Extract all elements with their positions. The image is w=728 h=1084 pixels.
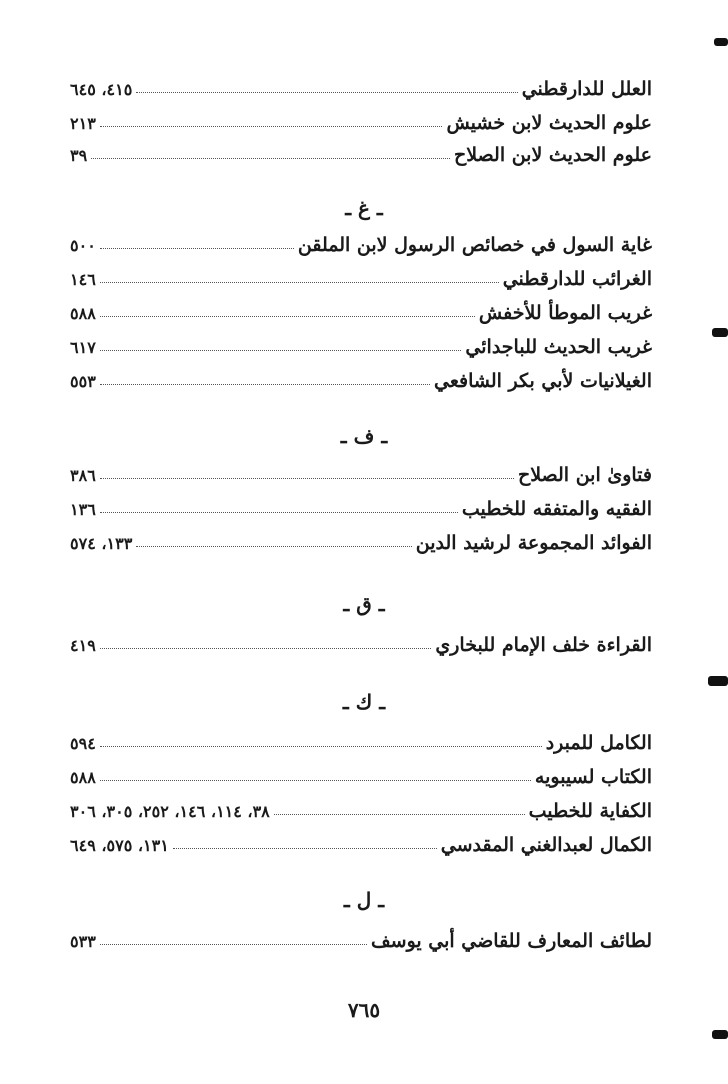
leader-dots bbox=[91, 158, 450, 159]
index-entry bbox=[70, 466, 652, 485]
leader-dots bbox=[173, 848, 437, 849]
leader-dots bbox=[100, 248, 294, 249]
entry-title: غريب الحديث للباجدائي bbox=[465, 336, 652, 358]
leader-dots bbox=[274, 814, 525, 815]
entry-pages: ١٣٣، ٥٧٤ bbox=[70, 534, 133, 553]
index-entry bbox=[70, 80, 652, 99]
entry-title: الكتاب لسيبويه bbox=[534, 766, 652, 788]
scan-mark bbox=[712, 328, 728, 337]
index-entry bbox=[70, 932, 652, 951]
entry-pages: ٥٨٨ bbox=[70, 768, 96, 787]
entry-pages: ٥٣٣ bbox=[70, 932, 96, 951]
entry-title: علوم الحديث لابن الصلاح bbox=[453, 144, 652, 166]
entry-pages: ١٤٦ bbox=[70, 270, 96, 289]
index-entry bbox=[70, 802, 652, 821]
leader-dots bbox=[100, 780, 531, 781]
entry-title: الفوائد المجموعة لرشيد الدين bbox=[415, 532, 652, 554]
entry-pages: ٥٠٠ bbox=[70, 236, 96, 255]
entry-title: الغرائب للدارقطني bbox=[502, 268, 652, 290]
entry-title: العلل للدارقطني bbox=[521, 78, 652, 100]
index-entry bbox=[70, 636, 652, 655]
section-heading: ـ ق ـ bbox=[343, 592, 385, 616]
entry-title: القراءة خلف الإمام للبخاري bbox=[435, 634, 652, 656]
entry-pages: ٣٨، ١١٤، ١٤٦، ٢٥٢، ٣٠٥، ٣٠٦ bbox=[70, 802, 270, 821]
entry-pages: ٥٥٣ bbox=[70, 372, 96, 391]
page-number: ٧٦٥ bbox=[347, 998, 381, 1022]
entry-title: الغيلانيات لأبي بكر الشافعي bbox=[434, 370, 652, 392]
entry-title: الكامل للمبرد bbox=[545, 732, 652, 754]
section-heading: ـ ل ـ bbox=[343, 888, 385, 912]
entry-pages: ٣٩ bbox=[70, 146, 88, 165]
index-entry bbox=[70, 500, 652, 519]
leader-dots bbox=[100, 648, 432, 649]
index-entry bbox=[70, 304, 652, 323]
entry-pages: ٢١٣ bbox=[70, 114, 96, 133]
index-entry bbox=[70, 372, 652, 391]
leader-dots bbox=[100, 512, 458, 513]
leader-dots bbox=[100, 384, 430, 385]
entry-title: الفقيه والمتفقه للخطيب bbox=[461, 498, 652, 520]
entry-pages: ١٣١، ٥٧٥، ٦٤٩ bbox=[70, 836, 169, 855]
leader-dots bbox=[136, 546, 411, 547]
leader-dots bbox=[100, 350, 462, 351]
index-entry bbox=[70, 768, 652, 787]
entry-title: الكمال لعبدالغني المقدسي bbox=[440, 834, 652, 856]
index-entry bbox=[70, 114, 652, 133]
index-entry bbox=[70, 270, 652, 289]
entry-title: غريب الموطأ للأخفش bbox=[478, 302, 652, 324]
leader-dots bbox=[136, 92, 517, 93]
section-heading: ـ غ ـ bbox=[345, 196, 383, 220]
leader-dots bbox=[100, 316, 475, 317]
leader-dots bbox=[100, 746, 542, 747]
scan-mark bbox=[714, 38, 728, 46]
entry-pages: ٥٩٤ bbox=[70, 734, 96, 753]
scan-mark bbox=[712, 1030, 728, 1039]
leader-dots bbox=[100, 126, 443, 127]
entry-pages: ٦١٧ bbox=[70, 338, 96, 357]
entry-pages: ٣٨٦ bbox=[70, 466, 96, 485]
index-entry bbox=[70, 836, 652, 855]
leader-dots bbox=[100, 282, 499, 283]
leader-dots bbox=[100, 478, 514, 479]
index-entry bbox=[70, 236, 652, 255]
section-heading: ـ ك ـ bbox=[342, 690, 386, 714]
entry-title: لطائف المعارف للقاضي أبي يوسف bbox=[370, 930, 652, 952]
entry-pages: ٤١٥، ٦٤٥ bbox=[70, 80, 133, 99]
entry-title: غاية السول في خصائص الرسول لابن الملقن bbox=[297, 234, 652, 256]
entry-title: الكفاية للخطيب bbox=[528, 800, 652, 822]
scan-mark bbox=[708, 676, 728, 686]
entry-pages: ١٣٦ bbox=[70, 500, 96, 519]
leader-dots bbox=[100, 944, 367, 945]
entry-title: فتاوىٰ ابن الصلاح bbox=[517, 464, 652, 486]
index-entry bbox=[70, 534, 652, 553]
index-entry bbox=[70, 734, 652, 753]
entry-pages: ٤١٩ bbox=[70, 636, 96, 655]
index-entry bbox=[70, 146, 652, 165]
entry-title: علوم الحديث لابن خشيش bbox=[446, 112, 652, 134]
index-entry bbox=[70, 338, 652, 357]
entry-pages: ٥٨٨ bbox=[70, 304, 96, 323]
section-heading: ـ ف ـ bbox=[340, 424, 388, 448]
